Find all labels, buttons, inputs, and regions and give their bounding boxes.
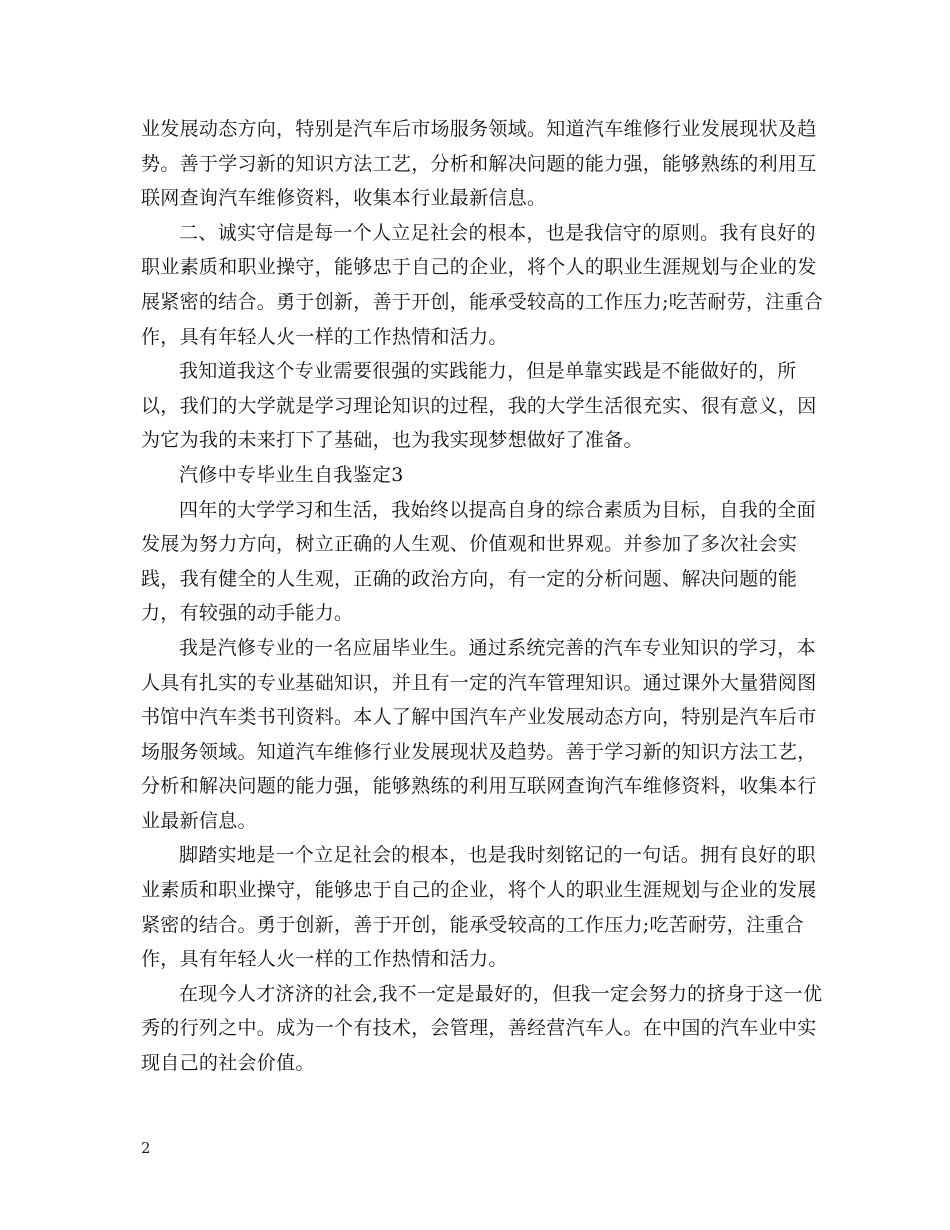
paragraph-university: 四年的大学学习和生活，我始终以提高自身的综合素质为目标，自我的全面发展为努力方向，树立正确的人生观、价值观和世界观。并参加了多次社会实践，我有健全的人生观，正确的政治方向，有一定的分析问题、解决问题的能力，有较强的动手能力。	[141, 498, 816, 625]
section-heading: 汽修中专毕业生自我鉴定3	[179, 463, 404, 486]
paragraph-down-to-earth: 脚踏实地是一个立足社会的根本，也是我时刻铭记的一句话。拥有良好的职业素质和职业操守，能够忠于自己的企业，将个人的职业生涯规划与企业的发展紧密的结合。勇于创新，善于开创，能承受较高的工作压力;吃苦耐劳，注重合作，具有年轻人火一样的工作热情和活力。	[141, 844, 817, 971]
paragraph-conclusion: 在现今人才济济的社会,我不一定是最好的，但我一定会努力的挤身于这一优秀的行列之中。成为一个有技术，会管理，善经营汽车人。在中国的汽车业中实现自己的社会价值。	[141, 982, 823, 1075]
page-number: 2	[141, 1139, 151, 1157]
paragraph-major: 我是汽修专业的一名应届毕业生。通过系统完善的汽车专业知识的学习，本人具有扎实的专业基础知识，并且有一定的汽车管理知识。通过课外大量猎阅图书馆中汽车类书刊资料。本人了解中国汽车产业发展动态方向，特别是汽车后市场服务领域。知道汽车维修行业发展现状及趋势。善于学习新的知识方法工艺，分析和解决问题的能力强，能够熟练的利用互联网查询汽车维修资料，收集本行业最新信息。	[141, 636, 817, 832]
paragraph-continuation: 业发展动态方向，特别是汽车后市场服务领域。知道汽车维修行业发展现状及趋势。善于学习新的知识方法工艺，分析和解决问题的能力强，能够熟练的利用互联网查询汽车维修资料，收集本行业最新信息。	[141, 118, 817, 210]
paragraph-integrity: 二、诚实守信是每一个人立足社会的根本，也是我信守的原则。我有良好的职业素质和职业操守，能够忠于自己的企业，将个人的职业生涯规划与企业的发展紧密的结合。勇于创新，善于开创，能承受较高的工作压力;吃苦耐劳，注重合作，具有年轻人火一样的工作热情和活力。	[141, 221, 824, 348]
document-body	[141, 112, 831, 1081]
paragraph-practice: 我知道我这个专业需要很强的实践能力，但是单靠实践是不能做好的，所以，我们的大学就是学习理论知识的过程，我的大学生活很充实、很有意义，因为它为我的未来打下了基础，也为我实现梦想做好了准备。	[141, 360, 817, 452]
